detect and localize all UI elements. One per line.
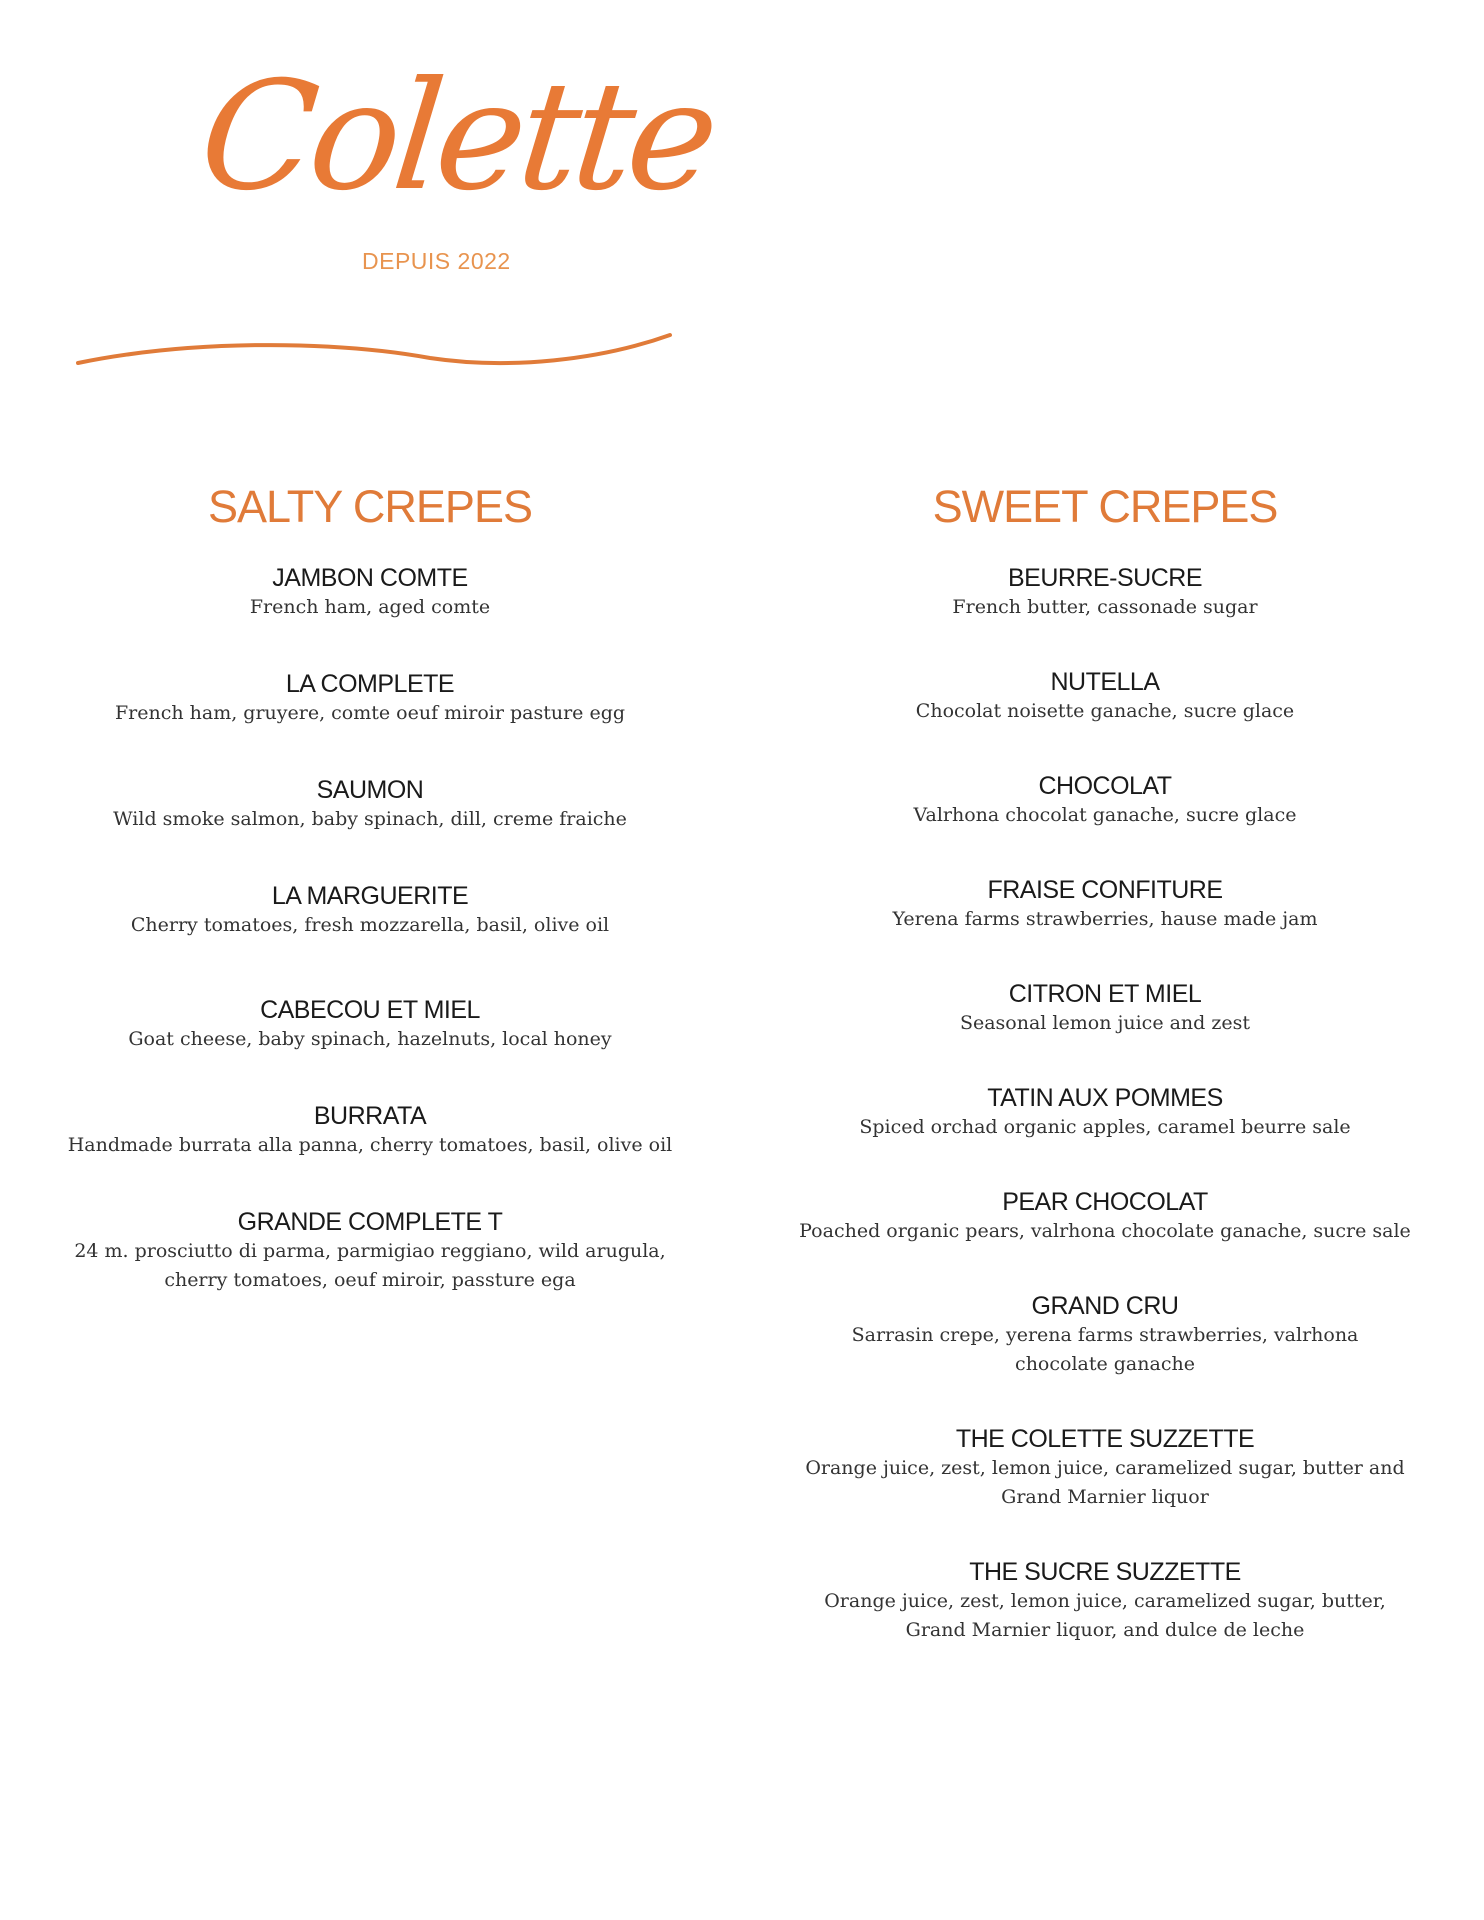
item-name: BURRATA bbox=[313, 1102, 427, 1130]
brand-tagline: DEPUIS 2022 bbox=[362, 248, 511, 274]
item-desc: Grand Marnier liquor, and dulce de leche bbox=[905, 1619, 1305, 1641]
menu-item bbox=[60, 882, 680, 940]
item-name: LA MARGUERITE bbox=[271, 882, 469, 910]
item-desc: French ham, aged comte bbox=[249, 596, 491, 618]
item-desc: Handmade burrata alla panna, cherry tomatoes, basil, olive oil bbox=[67, 1134, 673, 1156]
menu-item bbox=[60, 670, 680, 728]
item-desc: French butter, cassonade sugar bbox=[952, 596, 1258, 618]
item-desc: Goat cheese, baby spinach, hazelnuts, local honey bbox=[128, 1028, 612, 1050]
item-desc: Valrhona chocolat ganache, sucre glace bbox=[913, 804, 1297, 826]
item-name: THE SUCRE SUZZETTE bbox=[969, 1558, 1241, 1586]
menu-item bbox=[790, 1558, 1420, 1645]
item-name: BEURRE-SUCRE bbox=[1007, 564, 1203, 592]
item-desc: Cherry tomatoes, fresh mozzarella, basil, olive oil bbox=[130, 914, 610, 936]
item-desc: 24 m. prosciutto di parma, parmigiao reggiano, wild arugula, bbox=[74, 1240, 666, 1262]
menu-item bbox=[790, 564, 1420, 622]
item-desc: Sarrasin crepe, yerena farms strawberries, valrhona bbox=[851, 1324, 1359, 1346]
item-desc: Grand Marnier liquor bbox=[1001, 1486, 1209, 1508]
menu-item bbox=[60, 564, 680, 622]
item-desc: Seasonal lemon juice and zest bbox=[959, 1012, 1251, 1034]
item-desc: cherry tomatoes, oeuf miroir, passture ega bbox=[164, 1269, 576, 1291]
item-name: CABECOU ET MIEL bbox=[260, 996, 480, 1024]
item-name: THE COLETTE SUZZETTE bbox=[955, 1425, 1255, 1453]
item-desc: Orange juice, zest, lemon juice, caramelized sugar, butter and bbox=[805, 1457, 1405, 1479]
section-title-sweet: SWEET CREPES bbox=[932, 481, 1278, 532]
item-name: CHOCOLAT bbox=[1038, 772, 1172, 800]
item-name: CITRON ET MIEL bbox=[1008, 980, 1202, 1008]
item-name: JAMBON COMTE bbox=[272, 564, 468, 592]
salty-crepes-section bbox=[60, 480, 680, 1343]
item-desc: Wild smoke salmon, baby spinach, dill, creme fraiche bbox=[113, 808, 627, 830]
menu-item bbox=[790, 772, 1420, 830]
brand-logo bbox=[70, 40, 721, 380]
menu-item bbox=[790, 1292, 1420, 1379]
item-desc: Orange juice, zest, lemon juice, caramelized sugar, butter, bbox=[824, 1590, 1386, 1612]
item-desc: Poached organic pears, valrhona chocolate ganache, sucre sale bbox=[799, 1220, 1411, 1242]
menu-item bbox=[60, 1102, 680, 1160]
menu-item bbox=[790, 1084, 1420, 1142]
item-name: NUTELLA bbox=[1050, 668, 1160, 696]
menu-item bbox=[790, 980, 1420, 1038]
item-desc: Yerena farms strawberries, hause made jam bbox=[892, 908, 1318, 930]
menu-item bbox=[790, 1188, 1420, 1246]
item-name: SAUMON bbox=[316, 776, 424, 804]
item-name: GRAND CRU bbox=[1031, 1292, 1179, 1320]
item-name: FRAISE CONFITURE bbox=[987, 876, 1223, 904]
menu-item bbox=[790, 876, 1420, 934]
menu-item bbox=[790, 1425, 1420, 1512]
brand-name: Colette bbox=[192, 50, 721, 224]
item-name: TATIN AUX POMMES bbox=[987, 1084, 1223, 1112]
item-desc: French ham, gruyere, comte oeuf miroir pasture egg bbox=[114, 702, 626, 724]
item-name: GRANDE COMPLETE T bbox=[237, 1208, 503, 1236]
menu-item bbox=[60, 776, 680, 834]
item-name: LA COMPLETE bbox=[285, 670, 455, 698]
menu-item bbox=[790, 668, 1420, 726]
item-name: PEAR CHOCOLAT bbox=[1002, 1188, 1208, 1216]
item-desc: chocolate ganache bbox=[1015, 1353, 1195, 1375]
item-desc: Spiced orchad organic apples, caramel beurre sale bbox=[859, 1116, 1351, 1138]
menu-item bbox=[60, 996, 680, 1054]
item-desc: Chocolat noisette ganache, sucre glace bbox=[915, 700, 1295, 722]
menu-item bbox=[60, 1208, 680, 1295]
section-title-salty: SALTY CREPES bbox=[208, 481, 532, 532]
sweet-crepes-section bbox=[790, 480, 1420, 1691]
